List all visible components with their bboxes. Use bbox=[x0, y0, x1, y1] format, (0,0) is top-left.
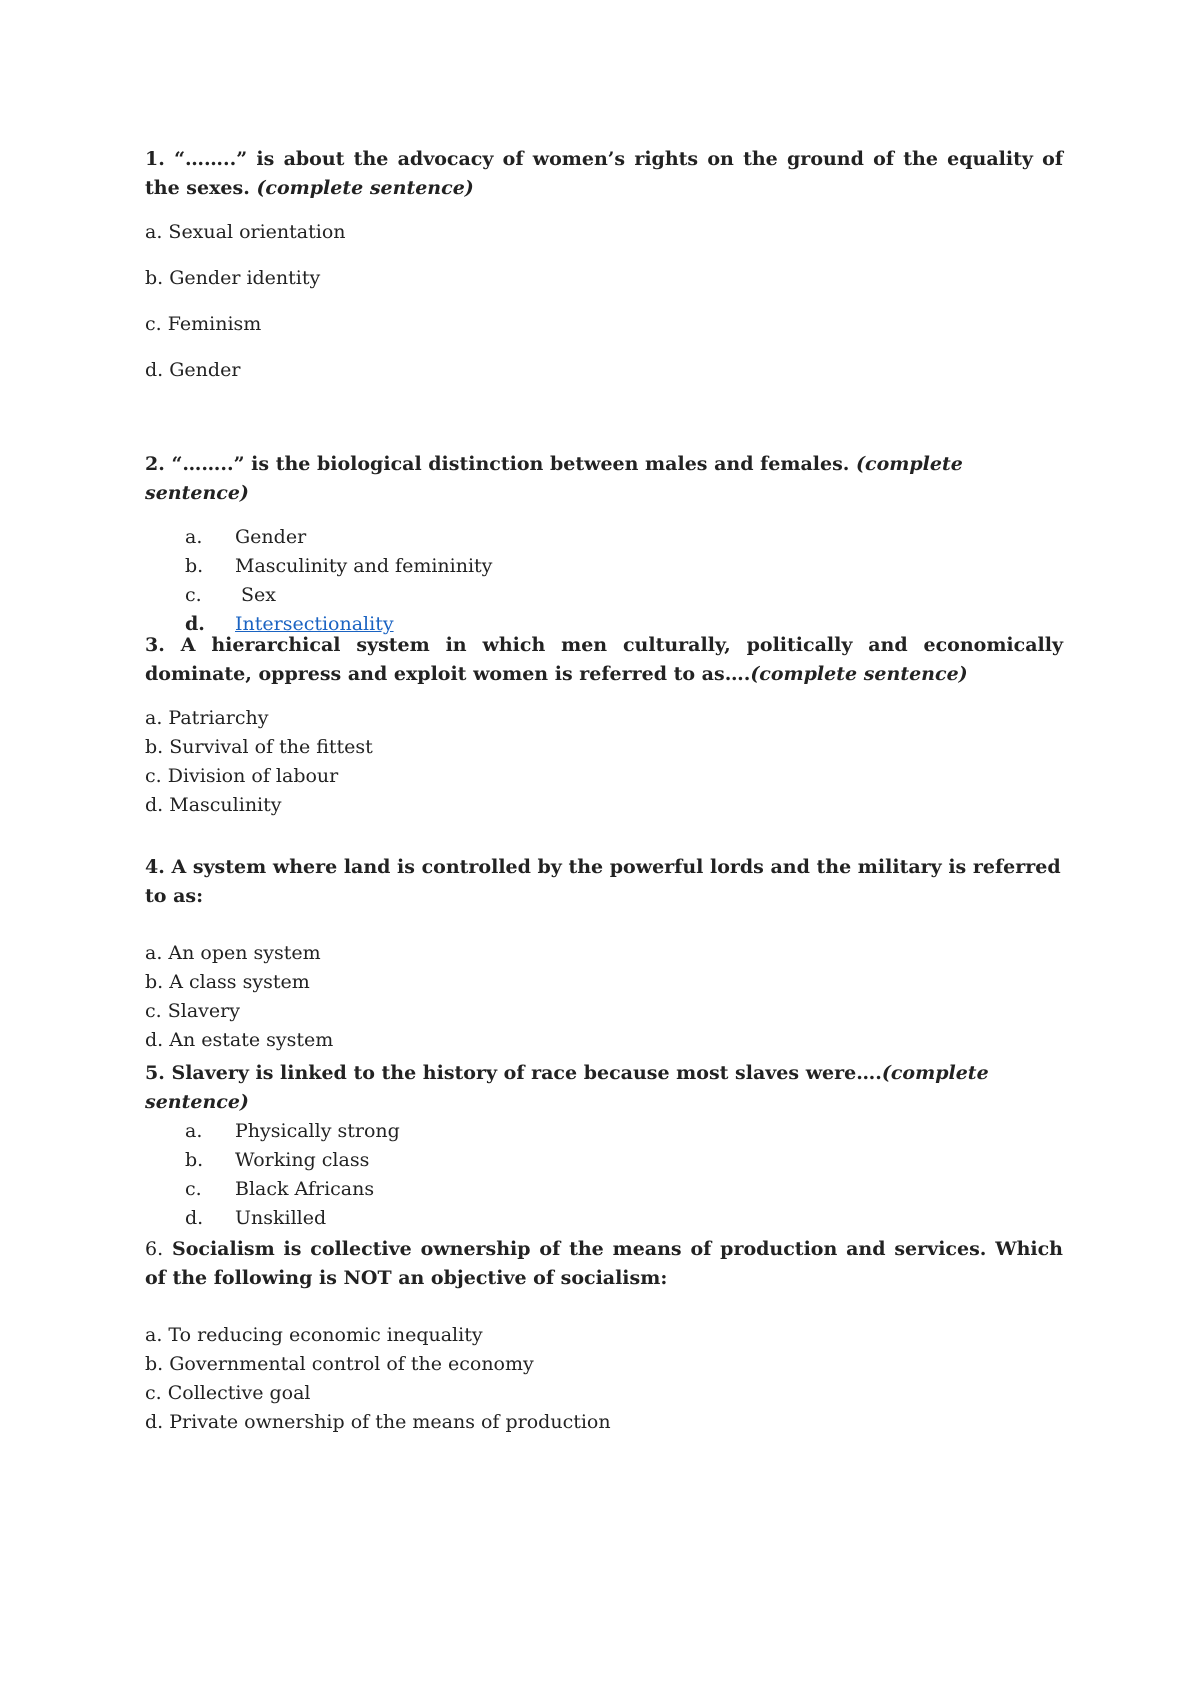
option-a bbox=[145, 1117, 1063, 1146]
option-letter: d. bbox=[185, 613, 205, 635]
question-note: (complete sentence) bbox=[145, 1062, 989, 1113]
option-b bbox=[145, 968, 1063, 997]
option-text: Gender bbox=[235, 526, 307, 548]
option-letter: b. bbox=[145, 267, 164, 289]
option-letter: a. bbox=[145, 221, 163, 243]
question-2-text bbox=[145, 450, 1063, 508]
option-b bbox=[145, 1350, 1063, 1379]
question-6 bbox=[145, 1235, 1063, 1437]
question-stem: Socialism is collective ownership of the means of production and services. Which of the following is NOT an objective of socialism: bbox=[145, 1238, 1063, 1289]
option-letter: c. bbox=[145, 1382, 162, 1404]
option-letter: d. bbox=[185, 1207, 204, 1229]
option-letter: b. bbox=[145, 1353, 164, 1375]
question-note: (complete sentence) bbox=[750, 663, 968, 685]
option-link-intersectionality[interactable]: Intersectionality bbox=[235, 613, 394, 635]
option-text: Black Africans bbox=[235, 1178, 375, 1200]
question-1-text bbox=[145, 145, 1063, 203]
option-c bbox=[145, 310, 1063, 339]
question-number: 1. bbox=[145, 148, 165, 170]
option-d bbox=[145, 1204, 1063, 1233]
option-a bbox=[145, 939, 1063, 968]
option-letter: b. bbox=[185, 1149, 204, 1171]
option-letter: c. bbox=[145, 1000, 162, 1022]
question-3 bbox=[145, 631, 1063, 820]
option-text: Gender identity bbox=[169, 267, 321, 289]
option-d bbox=[145, 791, 1063, 820]
option-d bbox=[145, 356, 1063, 385]
option-letter: a. bbox=[185, 526, 203, 548]
question-note: (complete sentence) bbox=[256, 177, 474, 199]
option-letter: a. bbox=[145, 707, 163, 729]
question-number: 6. bbox=[145, 1238, 164, 1260]
option-text: Private ownership of the means of production bbox=[169, 1411, 611, 1433]
option-text: To reducing economic inequality bbox=[168, 1324, 483, 1346]
option-a bbox=[145, 218, 1063, 247]
option-c bbox=[145, 581, 1063, 610]
question-2-options bbox=[145, 523, 1063, 639]
option-text: Sex bbox=[235, 584, 277, 606]
question-number: 3. bbox=[145, 634, 165, 656]
option-letter: d. bbox=[145, 1029, 164, 1051]
question-note: (complete sentence) bbox=[145, 453, 963, 504]
option-text: Patriarchy bbox=[168, 707, 269, 729]
option-text: An estate system bbox=[169, 1029, 334, 1051]
question-stem: A hierarchical system in which men culturally, politically and economically dominate, oppress and exploit women is referred to as…. bbox=[145, 634, 1063, 685]
option-d bbox=[145, 1408, 1063, 1437]
question-2 bbox=[145, 450, 1063, 639]
question-1-options bbox=[145, 218, 1063, 385]
option-b bbox=[145, 1146, 1063, 1175]
question-3-options bbox=[145, 704, 1063, 820]
option-text: Gender bbox=[169, 359, 241, 381]
question-stem: “……..” is the biological distinction between males and females. bbox=[171, 453, 850, 475]
option-text: Unskilled bbox=[235, 1207, 327, 1229]
question-4-text bbox=[145, 853, 1063, 911]
option-b bbox=[145, 733, 1063, 762]
option-letter: a. bbox=[145, 1324, 163, 1346]
option-letter: c. bbox=[145, 313, 162, 335]
option-b bbox=[145, 264, 1063, 293]
question-number: 4. bbox=[145, 856, 165, 878]
option-text: Working class bbox=[235, 1149, 370, 1171]
question-5 bbox=[145, 1059, 1063, 1233]
option-text: A class system bbox=[169, 971, 310, 993]
option-letter: b. bbox=[185, 555, 204, 577]
question-6-text bbox=[145, 1235, 1063, 1293]
question-4-options bbox=[145, 939, 1063, 1055]
option-d bbox=[145, 1026, 1063, 1055]
option-letter: a. bbox=[185, 1120, 203, 1142]
option-text: Collective goal bbox=[167, 1382, 311, 1404]
question-6-options bbox=[145, 1321, 1063, 1437]
question-number: 2. bbox=[145, 453, 165, 475]
question-stem: “……..” is about the advocacy of women’s rights on the ground of the equality of the sexes. bbox=[145, 148, 1063, 199]
option-letter: d. bbox=[145, 1411, 164, 1433]
option-text: Survival of the fittest bbox=[169, 736, 373, 758]
question-stem: A system where land is controlled by the powerful lords and the military is referred to as: bbox=[145, 856, 1061, 907]
option-text: An open system bbox=[168, 942, 321, 964]
option-c bbox=[145, 997, 1063, 1026]
option-letter: d. bbox=[145, 794, 164, 816]
option-letter: c. bbox=[185, 584, 202, 606]
option-letter: c. bbox=[185, 1178, 202, 1200]
option-text: Feminism bbox=[167, 313, 262, 335]
question-5-options bbox=[145, 1117, 1063, 1233]
option-a bbox=[145, 523, 1063, 552]
option-b bbox=[145, 552, 1063, 581]
option-letter: b. bbox=[145, 736, 164, 758]
option-text: Slavery bbox=[167, 1000, 240, 1022]
option-text: Governmental control of the economy bbox=[169, 1353, 534, 1375]
option-text: Sexual orientation bbox=[168, 221, 346, 243]
question-3-text bbox=[145, 631, 1063, 689]
question-number: 5. bbox=[145, 1062, 165, 1084]
option-letter: b. bbox=[145, 971, 164, 993]
option-c bbox=[145, 762, 1063, 791]
option-text: Masculinity bbox=[169, 794, 282, 816]
question-5-text bbox=[145, 1059, 1063, 1117]
option-letter: d. bbox=[145, 359, 164, 381]
option-text: Masculinity and femininity bbox=[235, 555, 493, 577]
option-text: Division of labour bbox=[167, 765, 339, 787]
option-c bbox=[145, 1379, 1063, 1408]
option-letter: a. bbox=[145, 942, 163, 964]
option-letter: c. bbox=[145, 765, 162, 787]
option-a bbox=[145, 1321, 1063, 1350]
question-1 bbox=[145, 145, 1063, 385]
option-text: Physically strong bbox=[235, 1120, 400, 1142]
option-c bbox=[145, 1175, 1063, 1204]
option-a bbox=[145, 704, 1063, 733]
question-stem: Slavery is linked to the history of race because most slaves were…. bbox=[171, 1062, 882, 1084]
question-4 bbox=[145, 853, 1063, 1055]
